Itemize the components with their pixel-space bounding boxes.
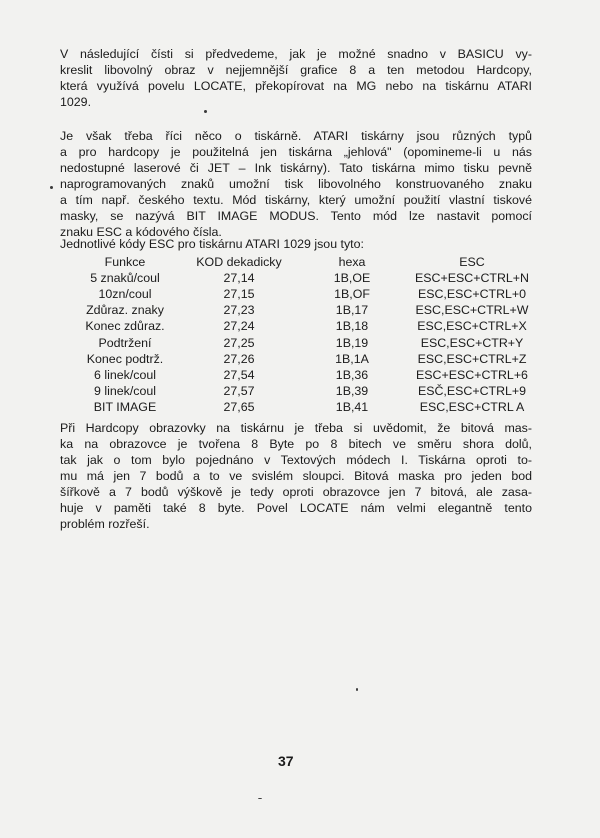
cell-hexa: 1B,1A [335, 351, 369, 366]
header-esc: ESC [459, 255, 485, 270]
text-line: a pro hardcopy je použitelná jen tiskárna „jehlová" (opomineme-li u nás [60, 145, 532, 159]
cell-kod: 27,65 [223, 399, 255, 414]
paragraph-printers [60, 128, 532, 240]
cell-esc: ESC,ESC+CTRL A [419, 399, 525, 414]
text-line: kreslit libovolný obraz v nejjemnější grafice 8 a ten metodou Hardcopy, [60, 63, 532, 77]
cell-hexa: 1B,17 [335, 303, 369, 318]
cell-funkce: 9 linek/coul [94, 383, 156, 398]
table-row [70, 302, 538, 318]
header-hexa: hexa [338, 255, 366, 270]
cell-kod: 27,23 [223, 303, 255, 318]
cell-kod: 27,24 [223, 319, 255, 334]
table-row [70, 270, 538, 286]
cell-funkce: 5 znaků/coul [90, 271, 160, 286]
cell-kod: 27,15 [223, 287, 255, 302]
cell-esc: ESC,ESC+CTRL+X [417, 319, 527, 334]
header-kod: KOD dekadicky [196, 255, 282, 270]
scan-speck [50, 186, 53, 189]
cell-funkce: BIT IMAGE [93, 399, 157, 414]
paragraph-codes-intro [60, 236, 532, 252]
table-row [70, 286, 538, 302]
text-line: a tím např. českého textu. Mód tiskárny, který umožní použití vlastní tiskové [60, 193, 532, 207]
table-row [70, 351, 538, 367]
cell-hexa: 1B,19 [335, 335, 369, 350]
cell-hexa: 1B,41 [335, 399, 369, 414]
table-row [70, 318, 538, 334]
cell-esc: ESC,ESC+CTR+Y [420, 335, 524, 350]
text-line: která využívá povelu LOCATE, překopírovat na MG nebo na tiskárnu ATARI [60, 79, 532, 93]
table-header-row [70, 254, 538, 270]
cell-kod: 27,54 [223, 367, 255, 382]
table-row [70, 399, 538, 415]
paragraph-hardcopy [60, 420, 532, 532]
cell-funkce: Zdůraz. znaky [86, 303, 164, 318]
cell-hexa: 1B,39 [335, 383, 369, 398]
cell-esc: ESC+ESC+CTRL+N [415, 271, 529, 286]
cell-esc: ESC,ESC+CTRL+Z [417, 351, 527, 366]
scan-speck [204, 110, 207, 113]
cell-esc: ESČ,ESC+CTRL+9 [417, 383, 527, 398]
text-line: znaku ESC a kódového čísla. [60, 225, 222, 239]
cell-funkce: Konec podtrž. [86, 351, 164, 366]
cell-kod: 27,57 [223, 383, 255, 398]
header-funkce: Funkce [104, 255, 146, 270]
text-line: mu má jen 7 bodů a to ve svislém sloupci. Bitová maska pro jeden bod [60, 469, 532, 483]
cell-esc: ESC,ESC+CTRL+0 [417, 287, 527, 302]
table-row [70, 334, 538, 350]
table-row [70, 383, 538, 399]
cell-funkce: Podtržení [98, 335, 152, 350]
scan-speck [258, 798, 262, 799]
cell-hexa: 1B,OF [334, 287, 370, 302]
text-line: Je však třeba říci něco o tiskárně. ATARI tiskárny jsou různých typů [60, 129, 532, 143]
scan-speck [356, 688, 358, 691]
table-row [70, 367, 538, 383]
cell-hexa: 1B,36 [335, 367, 369, 382]
cell-funkce: Konec zdůraz. [85, 319, 165, 334]
cell-funkce: 10zn/coul [98, 287, 152, 302]
cell-kod: 27,14 [223, 271, 255, 286]
esc-codes-table [70, 254, 538, 415]
text-line: Při Hardcopy obrazovky na tiskárnu je třeba si uvědomit, že bitová mas- [60, 421, 532, 435]
paragraph-intro [60, 46, 532, 110]
cell-kod: 27,26 [223, 351, 255, 366]
cell-hexa: 1B,18 [335, 319, 369, 334]
text-line: problém rozřeší. [60, 517, 150, 531]
text-line: tak jak o tom bylo pojednáno v Textových módech I. Tiskárna oproti to- [60, 453, 532, 467]
text-line: ka na obrazovce je tvořena 8 Byte po 8 bitech ve směru shora dolů, [60, 437, 532, 451]
text-line: huje v paměti také 8 byte. Povel LOCATE nám velmi elegantně tento [60, 501, 532, 515]
text-line: šířkově a 7 bodů výškově je tedy oproti obrazovce jen 7 bitová, ale zasa- [60, 485, 532, 499]
text-line: V následující čísti si předvedeme, jak je možné snadno v BASICU vy- [60, 47, 532, 61]
text-line: Jednotlivé kódy ESC pro tiskárnu ATARI 1029 jsou tyto: [60, 237, 364, 251]
text-line: naprogramovaných znaků umožní tisk libovolného konstruovaného znaku [60, 177, 532, 191]
page-number: 37 [278, 753, 294, 769]
cell-hexa: 1B,OE [333, 271, 371, 286]
cell-esc: ESC,ESC+CTRL+W [415, 303, 529, 318]
text-line: masky, se nazývá BIT IMAGE MODUS. Tento mód lze nastavit pomocí [60, 209, 532, 223]
text-line: nedostupné laserové či JET – Ink tiskárny). Tato tiskárna mimo tisku pevně [60, 161, 532, 175]
cell-kod: 27,25 [223, 335, 255, 350]
cell-funkce: 6 linek/coul [94, 367, 156, 382]
cell-esc: ESC+ESC+CTRL+6 [416, 367, 528, 382]
text-line: 1029. [60, 95, 92, 109]
